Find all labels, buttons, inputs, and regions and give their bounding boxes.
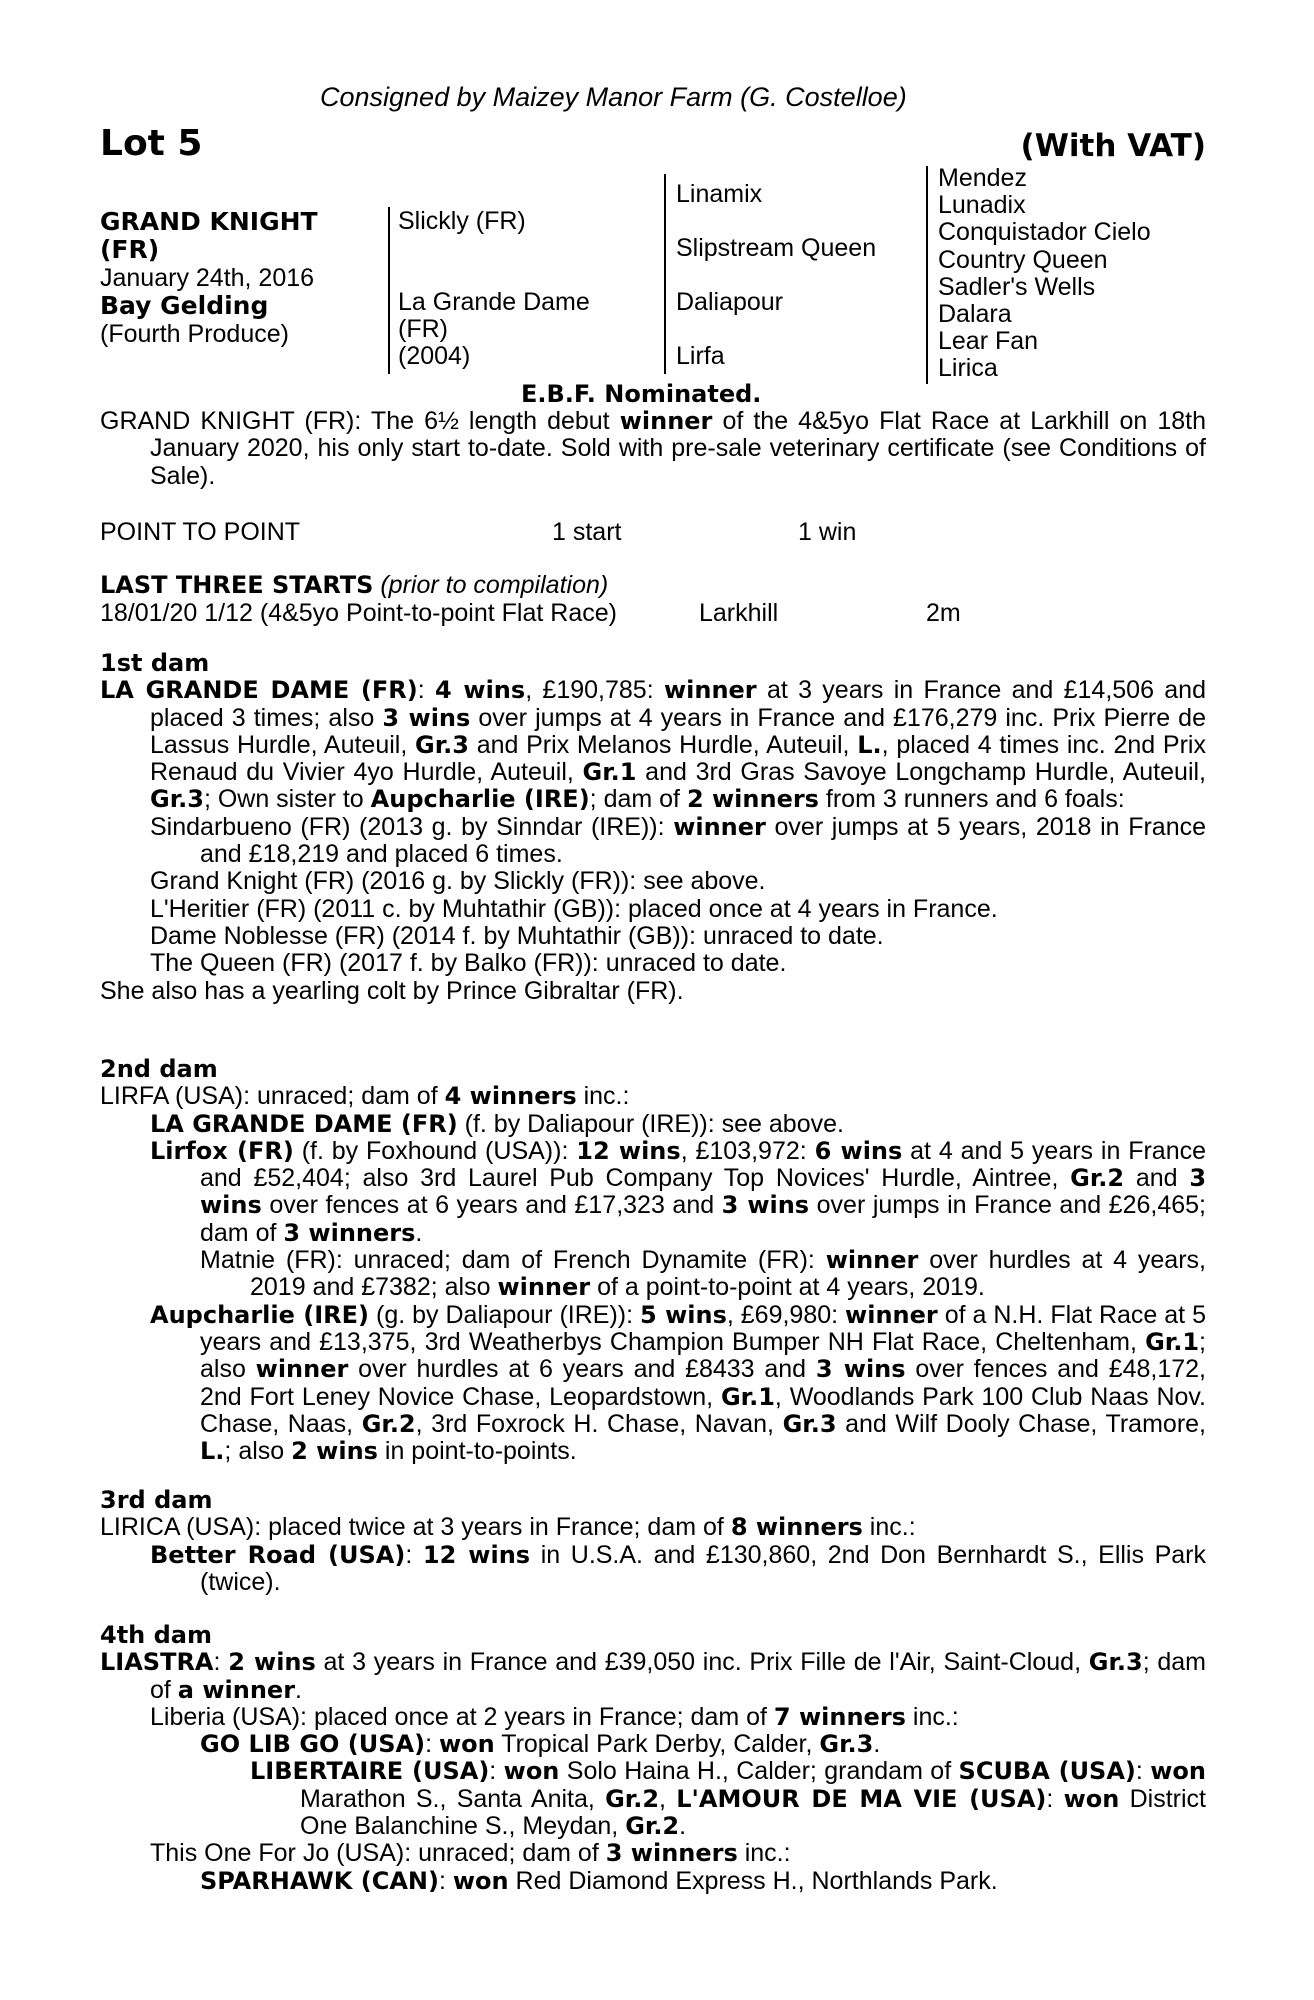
first-dam-record: LA GRANDE DAME (FR): 4 wins, £190,785: winner at 3 years in France and £14,506 and placed 3 times; also 3 wins over jumps at 4 years in France and £176,279 inc. Prix Pierre de Lassus Hurdle, Auteuil, Gr.3 and Prix Melanos Hurdle, Auteuil, L., placed 4 times inc. 2nd Prix Renaud du Vivier 4yo Hurdle, Auteuil, Gr.1 and 3rd Gras Savoye Longchamp Hurdle, Auteuil, Gr.3; Own sister to Aupcharlie (IRE); dam of 2 winners from 3 runners and 6 foals: bbox=[100, 676, 1206, 814]
produce-entry: Grand Knight (FR) (2016 g. by Slickly (FR)): see above. bbox=[150, 867, 766, 896]
produce-entry: This One For Jo (USA): unraced; dam of 3 winners inc.: bbox=[150, 1839, 791, 1868]
produce-entry: Aupcharlie (IRE) (g. by Daliapour (IRE)): 5 wins, £69,980: winner of a N.H. Flat Race at 5 years and £13,375, 3rd Weatherbys Champion Bumper NH Flat Race, Cheltenham, Gr.1; also winner over hurdles at 6 years and £8433 and 3 wins over fences and £48,172, 2nd Fort Leney Novice Chase, Leopardstown, Gr.1, Woodlands Park 100 Club Naas Nov. Chase, Naas, Gr.2, 3rd Foxrock H. Chase, Navan, Gr.3 and Wilf Dooly Chase, Tramore, L.; also 2 wins in point-to-points. bbox=[150, 1300, 1207, 1466]
pedigree-dam-line3: (2004) bbox=[398, 342, 471, 370]
produce-entry: Liberia (USA): placed once at 2 years in France; dam of 7 winners inc.: bbox=[150, 1702, 959, 1731]
horse-produce: (Fourth Produce) bbox=[100, 320, 289, 348]
horse-sex: Bay Gelding bbox=[100, 291, 269, 320]
ptp-label: POINT TO POINT bbox=[100, 518, 301, 546]
fourth-dam-section bbox=[100, 1622, 1206, 1895]
pedigree-grandparent: Lirfa bbox=[676, 342, 725, 370]
produce-entry: GO LIB GO (USA): won Tropical Park Derby, Calder, Gr.3. bbox=[200, 1730, 881, 1759]
pedigree-ggp: Lunadix bbox=[938, 191, 1026, 220]
produce-entry: The Queen (FR) (2017 f. by Balko (FR)): unraced to date. bbox=[150, 949, 787, 978]
produce-entry: Lirfox (FR) (f. by Foxhound (USA)): 12 wins, £103,972: 6 wins at 4 and 5 years in France and £52,404; also 3rd Laurel Pub Company Top Novices' Hurdle, Aintree, Gr.2 and 3 wins over fences at 6 years and £17,323 and 3 wins over jumps in France and £26,465; dam of 3 winners. bbox=[150, 1136, 1207, 1247]
fourth-dam-heading: 4th dam bbox=[100, 1621, 212, 1649]
produce-entry: Dame Noblesse (FR) (2014 f. by Muhtathir (GB)): unraced to date. bbox=[150, 921, 884, 950]
pedigree-grandparent: Daliapour bbox=[676, 288, 784, 316]
pedigree-sire: Slickly (FR) bbox=[398, 207, 526, 235]
pedigree-grandparent: Slipstream Queen bbox=[676, 234, 877, 262]
pedigree-divider-3 bbox=[926, 166, 928, 384]
vat-status: (With VAT) bbox=[1020, 128, 1206, 164]
pedigree-ggp: Mendez bbox=[938, 164, 1027, 192]
second-dam-heading: 2nd dam bbox=[100, 1055, 218, 1083]
pedigree-dam-line1: La Grande Dame bbox=[398, 288, 590, 316]
pedigree-ggp: Country Queen bbox=[938, 245, 1108, 274]
second-dam-section bbox=[100, 1056, 1206, 1465]
produce-entry: SPARHAWK (CAN): won Red Diamond Express H., Northlands Park. bbox=[200, 1866, 998, 1895]
pedigree-dam bbox=[398, 289, 590, 370]
pedigree-ggp: Lear Fan bbox=[938, 327, 1039, 356]
fourth-dam-record: LIASTRA: 2 wins at 3 years in France and £39,050 inc. Prix Fille de l'Air, Saint-Cloud, Gr.3; dam of a winner. bbox=[100, 1648, 1206, 1704]
pedigree-divider-1 bbox=[388, 207, 390, 374]
produce-entry: LIBERTAIRE (USA): won Solo Haina H., Calder; grandam of SCUBA (USA): won Marathon S., Santa Anita, Gr.2, L'AMOUR DE MA VIE (USA): won District One Balanchine S., Meydan, Gr.2. bbox=[250, 1757, 1206, 1841]
produce-entry: LA GRANDE DAME (FR) (f. by Daliapour (IRE)): see above. bbox=[150, 1109, 844, 1138]
ptp-starts: 1 start bbox=[552, 518, 622, 546]
produce-entry: Matnie (FR): unraced; dam of French Dynamite (FR): winner over hurdles at 4 years, 2019 and £7382; also winner of a point-to-point at 4 years, 2019. bbox=[200, 1246, 1206, 1302]
second-dam-record: LIRFA (USA): unraced; dam of 4 winners inc.: bbox=[100, 1082, 630, 1111]
produce-entry: Sindarbueno (FR) (2013 g. by Sinndar (IRE)): winner over jumps at 5 years, 2018 in France and £18,219 and placed 6 times. bbox=[150, 812, 1206, 869]
last-three-row-distance: 2m bbox=[926, 599, 961, 627]
last-three-row-info: 18/01/20 1/12 (4&5yo Point-to-point Flat Race) bbox=[100, 599, 617, 627]
intro-paragraph: GRAND KNIGHT (FR): The 6½ length debut winner of the 4&5yo Flat Race at Larkhill on 18th January 2020, his only start to-date. Sold with pre-sale veterinary certificate (see Conditions of Sale). bbox=[100, 407, 1206, 490]
first-dam-heading: 1st dam bbox=[100, 649, 210, 677]
pedigree-ggp: Sadler's Wells bbox=[938, 272, 1096, 301]
pedigree-dam-line2: (FR) bbox=[398, 315, 448, 343]
third-dam-section bbox=[100, 1487, 1206, 1596]
lot-number: Lot 5 bbox=[100, 123, 203, 164]
last-three-heading: LAST THREE STARTS (prior to compilation) bbox=[100, 571, 609, 599]
pedigree-grandparent: Linamix bbox=[676, 180, 763, 208]
ptp-wins: 1 win bbox=[798, 518, 857, 546]
horse-name-suffix: (FR) bbox=[100, 235, 160, 264]
horse-name: GRAND KNIGHT bbox=[100, 207, 318, 236]
third-dam-heading: 3rd dam bbox=[100, 1486, 213, 1514]
consignor-line: Consigned by Maizey Manor Farm (G. Costelloe) bbox=[320, 82, 907, 112]
last-three-row-course: Larkhill bbox=[699, 599, 779, 627]
pedigree-divider-2 bbox=[664, 174, 666, 374]
horse-dob: January 24th, 2016 bbox=[100, 264, 315, 292]
pedigree-ggp: Lirica bbox=[938, 354, 998, 383]
ebf-nomination: E.B.F. Nominated. bbox=[521, 380, 762, 408]
yearling-note: She also has a yearling colt by Prince Gibraltar (FR). bbox=[100, 976, 684, 1005]
horse-details bbox=[100, 208, 318, 348]
produce-entry: Better Road (USA): 12 wins in U.S.A. and £130,860, 2nd Don Bernhardt S., Ellis Park (twice). bbox=[150, 1540, 1206, 1596]
first-dam-section bbox=[100, 650, 1206, 1005]
produce-entry: L'Heritier (FR) (2011 c. by Muhtathir (GB)): placed once at 4 years in France. bbox=[150, 894, 998, 923]
pedigree-ggp: Dalara bbox=[938, 300, 1012, 329]
pedigree-great-grandparents bbox=[938, 165, 1151, 383]
pedigree-ggp: Conquistador Cielo bbox=[938, 218, 1151, 247]
third-dam-record: LIRICA (USA): placed twice at 3 years in France; dam of 8 winners inc.: bbox=[100, 1513, 916, 1542]
